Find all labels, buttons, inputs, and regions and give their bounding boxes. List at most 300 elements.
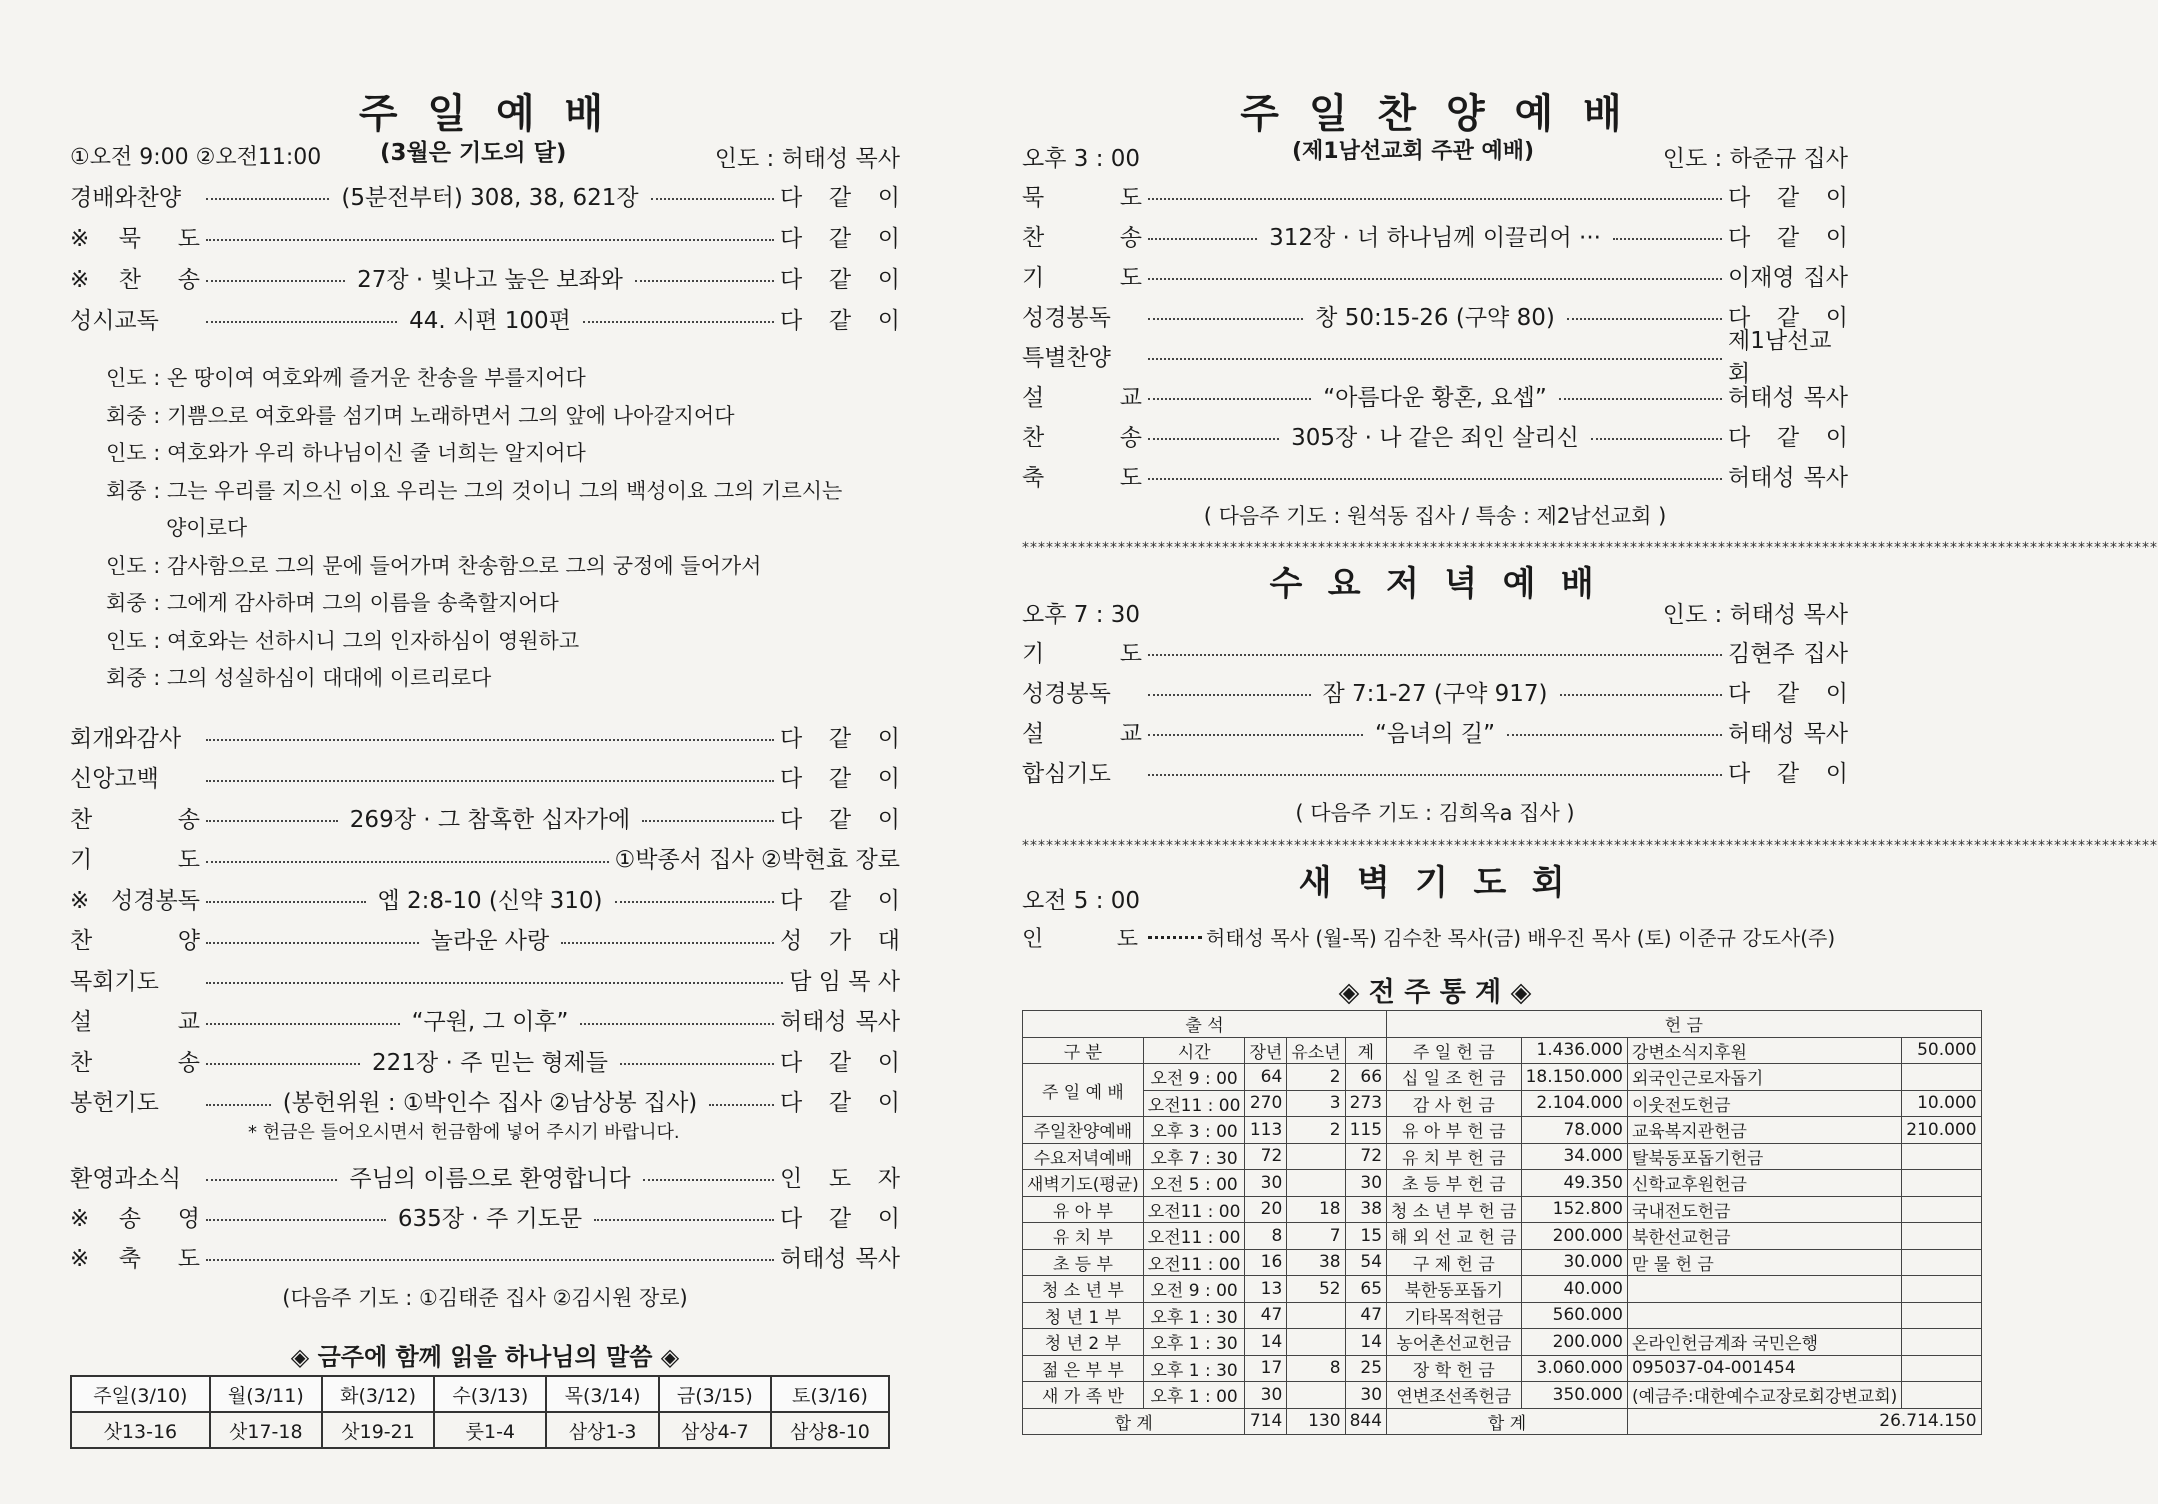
order-label: ※송 영 [70,1205,200,1232]
dot-leader [1148,198,1722,200]
dawn-prayer-text: 허태성 목사 (월-목) 김수찬 목사(금) 배우진 목사 (토) 이준규 강도사(주) [1206,926,1836,950]
order-row [1022,417,1848,453]
order-performer: 제1남선교회 [1728,328,1832,387]
order-label: 환영과소식 [70,1165,182,1192]
responsive-reading-line: 인도 : 여호와는 선하시니 그의 인자하심이 영원하고 [106,628,580,653]
stats-row-name: 청 년 1 부 [1023,1302,1144,1329]
offering-name: 기타목적헌금 [1387,1302,1522,1329]
bible-reading: 룻1-4 [434,1412,546,1448]
order-label: 묵 도 [1022,184,1142,211]
bible-day: 주일(3/10) [71,1376,210,1412]
order-row [70,1002,900,1038]
praise-service-subtitle: (제1남선교회 주관 예배) [1292,139,1535,164]
order-label: 봉헌기도 [70,1090,159,1116]
responsive-reading-line: 인도 : 감사함으로 그의 문에 들어가며 찬송함으로 그의 궁정에 들어가서 [106,553,762,578]
extra-offering-name: 온라인헌금계좌 국민은행 [1627,1329,1901,1356]
order-performer: 이재영 집사 [1728,264,1848,291]
stats-youth [1287,1170,1345,1197]
responsive-reading-line: 회중 : 그의 성실하심이 대대에 이르리로다 [106,666,492,690]
responsive-reading-line: 회중 : 그는 우리를 지으신 이요 우리는 그의 것이니 그의 백성이요 그의 기르시는 [106,478,843,503]
extra-offering-amount [1902,1143,1981,1170]
order-row [1022,217,1848,253]
order-row [70,759,900,795]
order-performer: 허태성 목사 [1728,464,1848,491]
dot-leader [1148,734,1363,736]
order-performer: 허태성 목사 [780,1245,900,1272]
order-label: 기 도 [70,847,200,873]
stats-column-header: 구 분 [1023,1037,1144,1064]
order-row [70,921,900,957]
dot-leader [580,1023,774,1025]
responsive-reading-line: 인도 : 여호와가 우리 하나님이신 줄 너희는 알지어다 [106,441,586,465]
offering-amount: 152.800 [1521,1196,1627,1223]
order-performer: 다 같 이 [780,225,900,252]
stats-total: 38 [1345,1196,1386,1223]
dot-leader [206,739,774,741]
bible-day: 수(3/13) [434,1376,546,1412]
order-label: 기 도 [1022,264,1142,291]
praise-service-time: 오후 3 : 00 [1022,146,1141,172]
dot-leader [594,1219,774,1221]
bible-day: 금(3/15) [659,1376,771,1412]
dot-leader [206,198,329,200]
stats-total-label: 합 계 [1023,1408,1245,1435]
offering-name: 장 학 헌 금 [1387,1355,1522,1382]
dot-leader [1148,278,1722,280]
extra-offering-amount [1902,1382,1981,1409]
order-label: 특별찬양 [1022,344,1111,371]
stats-row-name: 주일찬양예배 [1023,1117,1144,1144]
order-performer: 허태성 목사 [1728,384,1849,411]
dot-leader [1148,438,1279,440]
extra-offering-amount: 210.000 [1902,1117,1981,1144]
order-row [70,1158,900,1194]
offering-name: 유 아 부 헌 금 [1387,1117,1522,1144]
responsive-reading-line: 인도 : 온 땅이여 여호와께 즐거운 찬송을 부를지어다 [106,366,586,390]
stats-adult: 64 [1245,1064,1287,1091]
stats-total: 115 [1345,1117,1386,1144]
responsive-reading-line: 회중 : 기쁨으로 여호와를 섬기며 노래하면서 그의 앞에 나아갈지어다 [106,403,735,428]
order-label: ※축 도 [70,1245,200,1272]
dawn-prayer-time: 오전 5 : 00 [1022,888,1141,914]
responsive-reading-line: 양이로다 [166,516,248,540]
dot-leader [1148,478,1722,480]
dot-leader [206,942,419,944]
order-label: 찬 송 [1022,224,1142,251]
offering-amount: 34.000 [1521,1143,1627,1170]
dot-leader [561,942,774,944]
dot-leader [206,820,338,822]
stats-youth [1287,1143,1345,1170]
order-label: 목회기도 [70,968,159,995]
order-content: (5분전부터) 308, 38, 621장 [341,184,639,211]
stats-youth: 38 [1287,1249,1345,1276]
extra-offering-name: (예금주:대한예수교장로회강변교회) [1627,1382,1901,1409]
stats-total: 15 [1345,1223,1386,1250]
stats-time: 오전11 : 00 [1143,1223,1245,1250]
order-label: 회개와감사 [70,725,182,752]
extra-offering-name: 탈북동포돕기헌금 [1627,1143,1901,1170]
stats-title: ◈ 전 주 통 계 ◈ [1338,977,1532,1008]
extra-offering-amount [1902,1196,1981,1223]
bible-reading: 삼상8-10 [771,1412,889,1448]
praise-service-leader: 인도 : 하준규 집사 [1662,146,1848,172]
dot-leader [1591,438,1722,440]
dot-leader [206,861,609,863]
extra-offering-name: 외국인근로자돕기 [1627,1064,1901,1091]
order-performer: 다 같 이 [780,725,900,752]
wednesday-next-week: ( 다음주 기도 : 김희옥a 집사 ) [1295,801,1575,825]
extra-offering-amount [1902,1276,1981,1303]
dot-leader [642,820,774,822]
dot-leader [206,1219,386,1221]
offering-total-amount: 26.714.150 [1627,1408,1981,1435]
offering-amount: 18.150.000 [1521,1064,1627,1091]
stats-youth: 8 [1287,1355,1345,1382]
offering-name: 구 제 헌 금 [1387,1249,1522,1276]
stats-total: 273 [1345,1090,1386,1117]
order-performer: 다 같 이 [780,766,900,792]
order-row [70,259,900,295]
dot-leader [709,1104,774,1106]
extra-offering-name: 북한선교헌금 [1627,1223,1901,1250]
stats-adult: 14 [1245,1329,1287,1356]
dot-leader [206,982,783,984]
dot-leader [206,780,774,782]
stats-adult: 17 [1245,1355,1287,1382]
order-content: 엡 2:8-10 (신약 310) [377,887,603,914]
order-performer: 허태성 목사 [1728,720,1849,747]
extra-offering-amount [1902,1355,1981,1382]
order-row [70,880,900,916]
offering-amount: 350.000 [1521,1382,1627,1409]
order-content: 27장 · 빛나고 높은 보좌와 [357,266,623,293]
order-label: 설 교 [70,1009,200,1035]
stats-adult: 20 [1245,1196,1287,1223]
order-performer: 다 같 이 [780,1205,901,1232]
stats-total: 65 [1345,1276,1386,1303]
offering-name: 연변조선족헌금 [1387,1382,1522,1409]
dot-leader [206,1179,337,1181]
order-performer: 다 같 이 [780,184,901,211]
order-label: 찬 송 [70,1049,200,1076]
stats-adult: 13 [1245,1276,1287,1303]
stats-total: 66 [1345,1064,1386,1091]
dot-leader [206,239,774,241]
bible-reading-table [70,1375,890,1449]
order-row [1022,257,1848,293]
sunday-service-title: 주 일 예 배 [358,91,612,137]
stats-adult: 270 [1245,1090,1287,1117]
dot-leader [206,321,397,323]
order-performer: 담 임 목 사 [789,968,900,995]
stats-row-name: 새벽기도(평균) [1023,1170,1144,1197]
order-performer: 허태성 목사 [780,1009,901,1035]
order-row [70,177,900,213]
order-row [70,718,900,754]
dot-leader [1148,238,1257,240]
praise-next-week: ( 다음주 기도 : 원석동 집사 / 특송 : 제2남선교회 ) [1203,504,1667,528]
separator-stars: ********************************************************************************************************************************************** [1022,540,2158,556]
order-row [1022,457,1848,493]
dot-leader [206,901,366,903]
bible-day: 토(3/16) [771,1376,889,1412]
stats-time: 오전11 : 00 [1143,1249,1245,1276]
bible-reading: 삼상1-3 [546,1412,658,1448]
order-label: ※성경봉독 [70,887,200,914]
order-content: “아름다운 황혼, 요셉” [1323,384,1547,411]
stats-adult: 47 [1245,1302,1287,1329]
order-row [1022,673,1848,709]
wednesday-service-time: 오후 7 : 30 [1022,602,1141,628]
dawn-prayer-title: 새 벽 기 도 회 [1298,863,1572,903]
stats-total: 54 [1345,1249,1386,1276]
stats-time: 오후 7 : 30 [1143,1143,1245,1170]
stats-row-name: 주 일 예 배 [1023,1064,1144,1117]
order-label: 성시교독 [70,307,159,334]
extra-offering-amount [1902,1170,1981,1197]
order-label: 기 도 [1022,640,1142,667]
dot-leader [1507,734,1722,736]
order-row [70,961,900,997]
order-performer: 다 같 이 [1728,304,1848,331]
order-performer: 다 같 이 [780,266,901,293]
stats-total: 25 [1345,1355,1386,1382]
order-performer: 다 같 이 [1728,680,1849,707]
stats-time: 오전 9 : 00 [1143,1064,1245,1091]
stats-row-name: 유 아 부 [1023,1196,1144,1223]
stats-row-name: 젊 은 부 부 [1023,1355,1144,1382]
stats-time: 오후 1 : 30 [1143,1302,1245,1329]
offering-header: 헌 금 [1387,1011,1982,1038]
offering-amount: 40.000 [1521,1276,1627,1303]
order-row [1022,328,1848,387]
offering-amount: 30.000 [1521,1249,1627,1276]
dot-leader [1148,654,1722,656]
stats-adult: 8 [1245,1223,1287,1250]
dot-leader [1613,238,1722,240]
order-performer: 인 도 자 [780,1165,900,1192]
order-performer: 김현주 집사 [1728,640,1848,667]
extra-offering-name: 095037-04-001454 [1627,1355,1901,1382]
dot-leader [206,280,345,282]
offering-name: 유 치 부 헌 금 [1387,1143,1522,1170]
order-label: 성경봉독 [1022,304,1111,331]
service-leader: 인도 : 허태성 목사 [714,146,900,172]
order-content: 221장 · 주 믿는 형제들 [372,1049,608,1076]
month-theme: (3월은 기도의 달) [380,140,567,166]
offering-amount: 78.000 [1521,1117,1627,1144]
extra-offering-name: 국내전도헌금 [1627,1196,1901,1223]
dot-leader [1148,694,1311,696]
order-label: 신앙고백 [70,766,159,792]
dawn-prayer-label: 인 도 [1022,927,1138,952]
service-times: ①오전 9:00 ②오전11:00 [70,145,322,170]
extra-offering-amount [1902,1064,1981,1091]
wednesday-service-title: 수 요 저 녁 예 배 [1269,564,1601,604]
stats-column-header: 장년 [1245,1037,1287,1064]
order-row [1022,377,1848,413]
order-label: 설 교 [1022,384,1142,411]
dot-leader [635,280,774,282]
dot-leader [1148,358,1722,360]
stats-adult: 30 [1245,1382,1287,1409]
stats-row-name: 청 소 년 부 [1023,1276,1144,1303]
dot-leader [206,1104,271,1106]
stats-time: 오전 9 : 00 [1143,1276,1245,1303]
order-content: (봉헌위원 : ①박인수 집사 ②남상봉 집사) [282,1090,698,1116]
stats-row-name: 유 치 부 [1023,1223,1144,1250]
stats-adult: 113 [1245,1117,1287,1144]
extra-offering-amount [1902,1249,1981,1276]
extra-offering-amount [1902,1223,1981,1250]
bible-day: 월(3/11) [210,1376,322,1412]
bible-reading: 삿13-16 [71,1412,210,1448]
stats-row-name: 새 가 족 반 [1023,1382,1144,1409]
order-row [1022,713,1848,749]
dot-leader [1148,318,1303,320]
stats-total: 47 [1345,1302,1386,1329]
order-row [1022,753,1848,789]
order-content: 창 50:15-26 (구약 80) [1315,304,1555,331]
stats-total: 72 [1345,1143,1386,1170]
dot-leader [615,901,775,903]
stats-time: 오후 1 : 30 [1143,1329,1245,1356]
offering-name: 초 등 부 헌 금 [1387,1170,1522,1197]
order-performer: 다 같 이 [780,887,901,914]
bible-reading: 삿19-21 [322,1412,434,1448]
dot-leader [1560,694,1723,696]
bible-reading: 삿17-18 [210,1412,322,1448]
offering-amount: 49.350 [1521,1170,1627,1197]
offering-amount: 1.436.000 [1521,1037,1627,1064]
order-label: 합심기도 [1022,760,1111,787]
order-row [1022,177,1848,213]
order-content: 놀라운 사랑 [430,928,550,954]
offering-name: 청 소 년 부 헌 금 [1387,1196,1522,1223]
stats-column-header: 시간 [1143,1037,1245,1064]
stats-column-header: 유소년 [1287,1037,1345,1064]
bible-reading-title: ◈ 금주에 함께 읽을 하나님의 말씀 ◈ [290,1343,680,1371]
attendance-header: 출 석 [1023,1011,1387,1038]
order-label: 찬 양 [70,928,200,954]
dot-leader [1567,318,1722,320]
extra-offering-name [1627,1302,1901,1329]
stats-youth: 2 [1287,1117,1345,1144]
extra-offering-amount: 10.000 [1902,1090,1981,1117]
dot-leader [1148,774,1722,776]
bible-day: 목(3/14) [546,1376,658,1412]
order-row [70,1042,900,1078]
stats-youth: 7 [1287,1223,1345,1250]
stats-time: 오전11 : 00 [1143,1196,1245,1223]
stats-youth [1287,1329,1345,1356]
stats-row-name: 초 등 부 [1023,1249,1144,1276]
bible-day: 화(3/12) [322,1376,434,1412]
separator-stars-2: ********************************************************************************************************************************************** [1022,838,2158,854]
extra-offering-name: 맏 물 헌 금 [1627,1249,1901,1276]
offering-name: 십 일 조 헌 금 [1387,1064,1522,1091]
order-label: 찬 송 [1022,424,1142,451]
dawn-prayer-leaders [1022,922,1848,953]
offering-name: 주 일 헌 금 [1387,1037,1522,1064]
stats-youth: 3 [1287,1090,1345,1117]
stats-time: 오후 3 : 00 [1143,1117,1245,1144]
order-content: “음녀의 길” [1375,720,1496,747]
extra-offering-amount: 50.000 [1902,1037,1981,1064]
extra-offering-name: 교육복지관헌금 [1627,1117,1901,1144]
offering-name: 북한동포돕기 [1387,1276,1522,1303]
order-row [70,1083,900,1119]
offering-name: 해 외 선 교 헌 금 [1387,1223,1522,1250]
order-row [1022,297,1848,333]
order-performer: ①박종서 집사 ②박현효 장로 [614,847,900,873]
stats-youth: 18 [1287,1196,1345,1223]
order-performer: 다 같 이 [780,806,901,833]
extra-offering-name: 이웃전도헌금 [1627,1090,1901,1117]
extra-offering-name: 신학교후원헌금 [1627,1170,1901,1197]
order-content: 635장 · 주 기도문 [397,1205,583,1232]
dot-leader [206,1063,360,1065]
stats-adult: 30 [1245,1170,1287,1197]
offering-amount: 560.000 [1521,1302,1627,1329]
extra-offering-name: 강변소식지후원 [1627,1037,1901,1064]
order-label: ※찬 송 [70,266,200,293]
order-row [70,799,900,835]
order-performer: 다 같 이 [1728,224,1849,251]
bible-reading: 삼상4-7 [659,1412,771,1448]
stats-total: 30 [1345,1170,1386,1197]
order-content: 312장 · 너 하나님께 이끌리어 ··· [1269,224,1601,251]
dot-leader [651,198,774,200]
order-content: 잠 7:1-27 (구약 917) [1322,680,1548,707]
stats-adult: 16 [1245,1249,1287,1276]
order-label: ※묵 도 [70,225,200,252]
stats-time: 오전11 : 00 [1143,1090,1245,1117]
stats-total-youth: 130 [1287,1408,1345,1435]
stats-youth [1287,1382,1345,1409]
wednesday-service-leader: 인도 : 허태성 목사 [1662,602,1848,628]
order-row [70,1198,900,1234]
extra-offering-amount [1902,1302,1981,1329]
order-row [70,840,900,876]
offering-amount: 200.000 [1521,1223,1627,1250]
stats-total-adult: 714 [1245,1408,1287,1435]
order-content: 269장 · 그 참혹한 십자가에 [349,806,631,833]
order-label: 축 도 [1022,464,1142,491]
responsive-reading-line: 회중 : 그에게 감사하며 그의 이름을 송축할지어다 [106,591,559,615]
order-label: 설 교 [1022,720,1142,747]
weekly-statistics-table [1022,1010,1982,1435]
offering-name: 감 사 헌 금 [1387,1090,1522,1117]
order-performer: 다 같 이 [1728,424,1849,451]
order-content: “구원, 그 이후” [411,1009,569,1035]
order-performer: 다 같 이 [780,1049,901,1076]
stats-total-sum: 844 [1345,1408,1386,1435]
stats-time: 오후 1 : 00 [1143,1382,1245,1409]
stats-time: 오후 1 : 30 [1143,1355,1245,1382]
dot-leader [643,1179,774,1181]
offering-amount: 2.104.000 [1521,1090,1627,1117]
dot-leader [620,1063,774,1065]
stats-time: 오전 5 : 00 [1143,1170,1245,1197]
offering-note: * 헌금은 들어오시면서 헌금함에 넣어 주시기 바랍니다. [248,1122,680,1143]
extra-offering-name [1627,1276,1901,1303]
offering-amount: 3.060.000 [1521,1355,1627,1382]
order-label: 성경봉독 [1022,680,1111,707]
stats-youth: 2 [1287,1064,1345,1091]
stats-column-header: 계 [1345,1037,1386,1064]
